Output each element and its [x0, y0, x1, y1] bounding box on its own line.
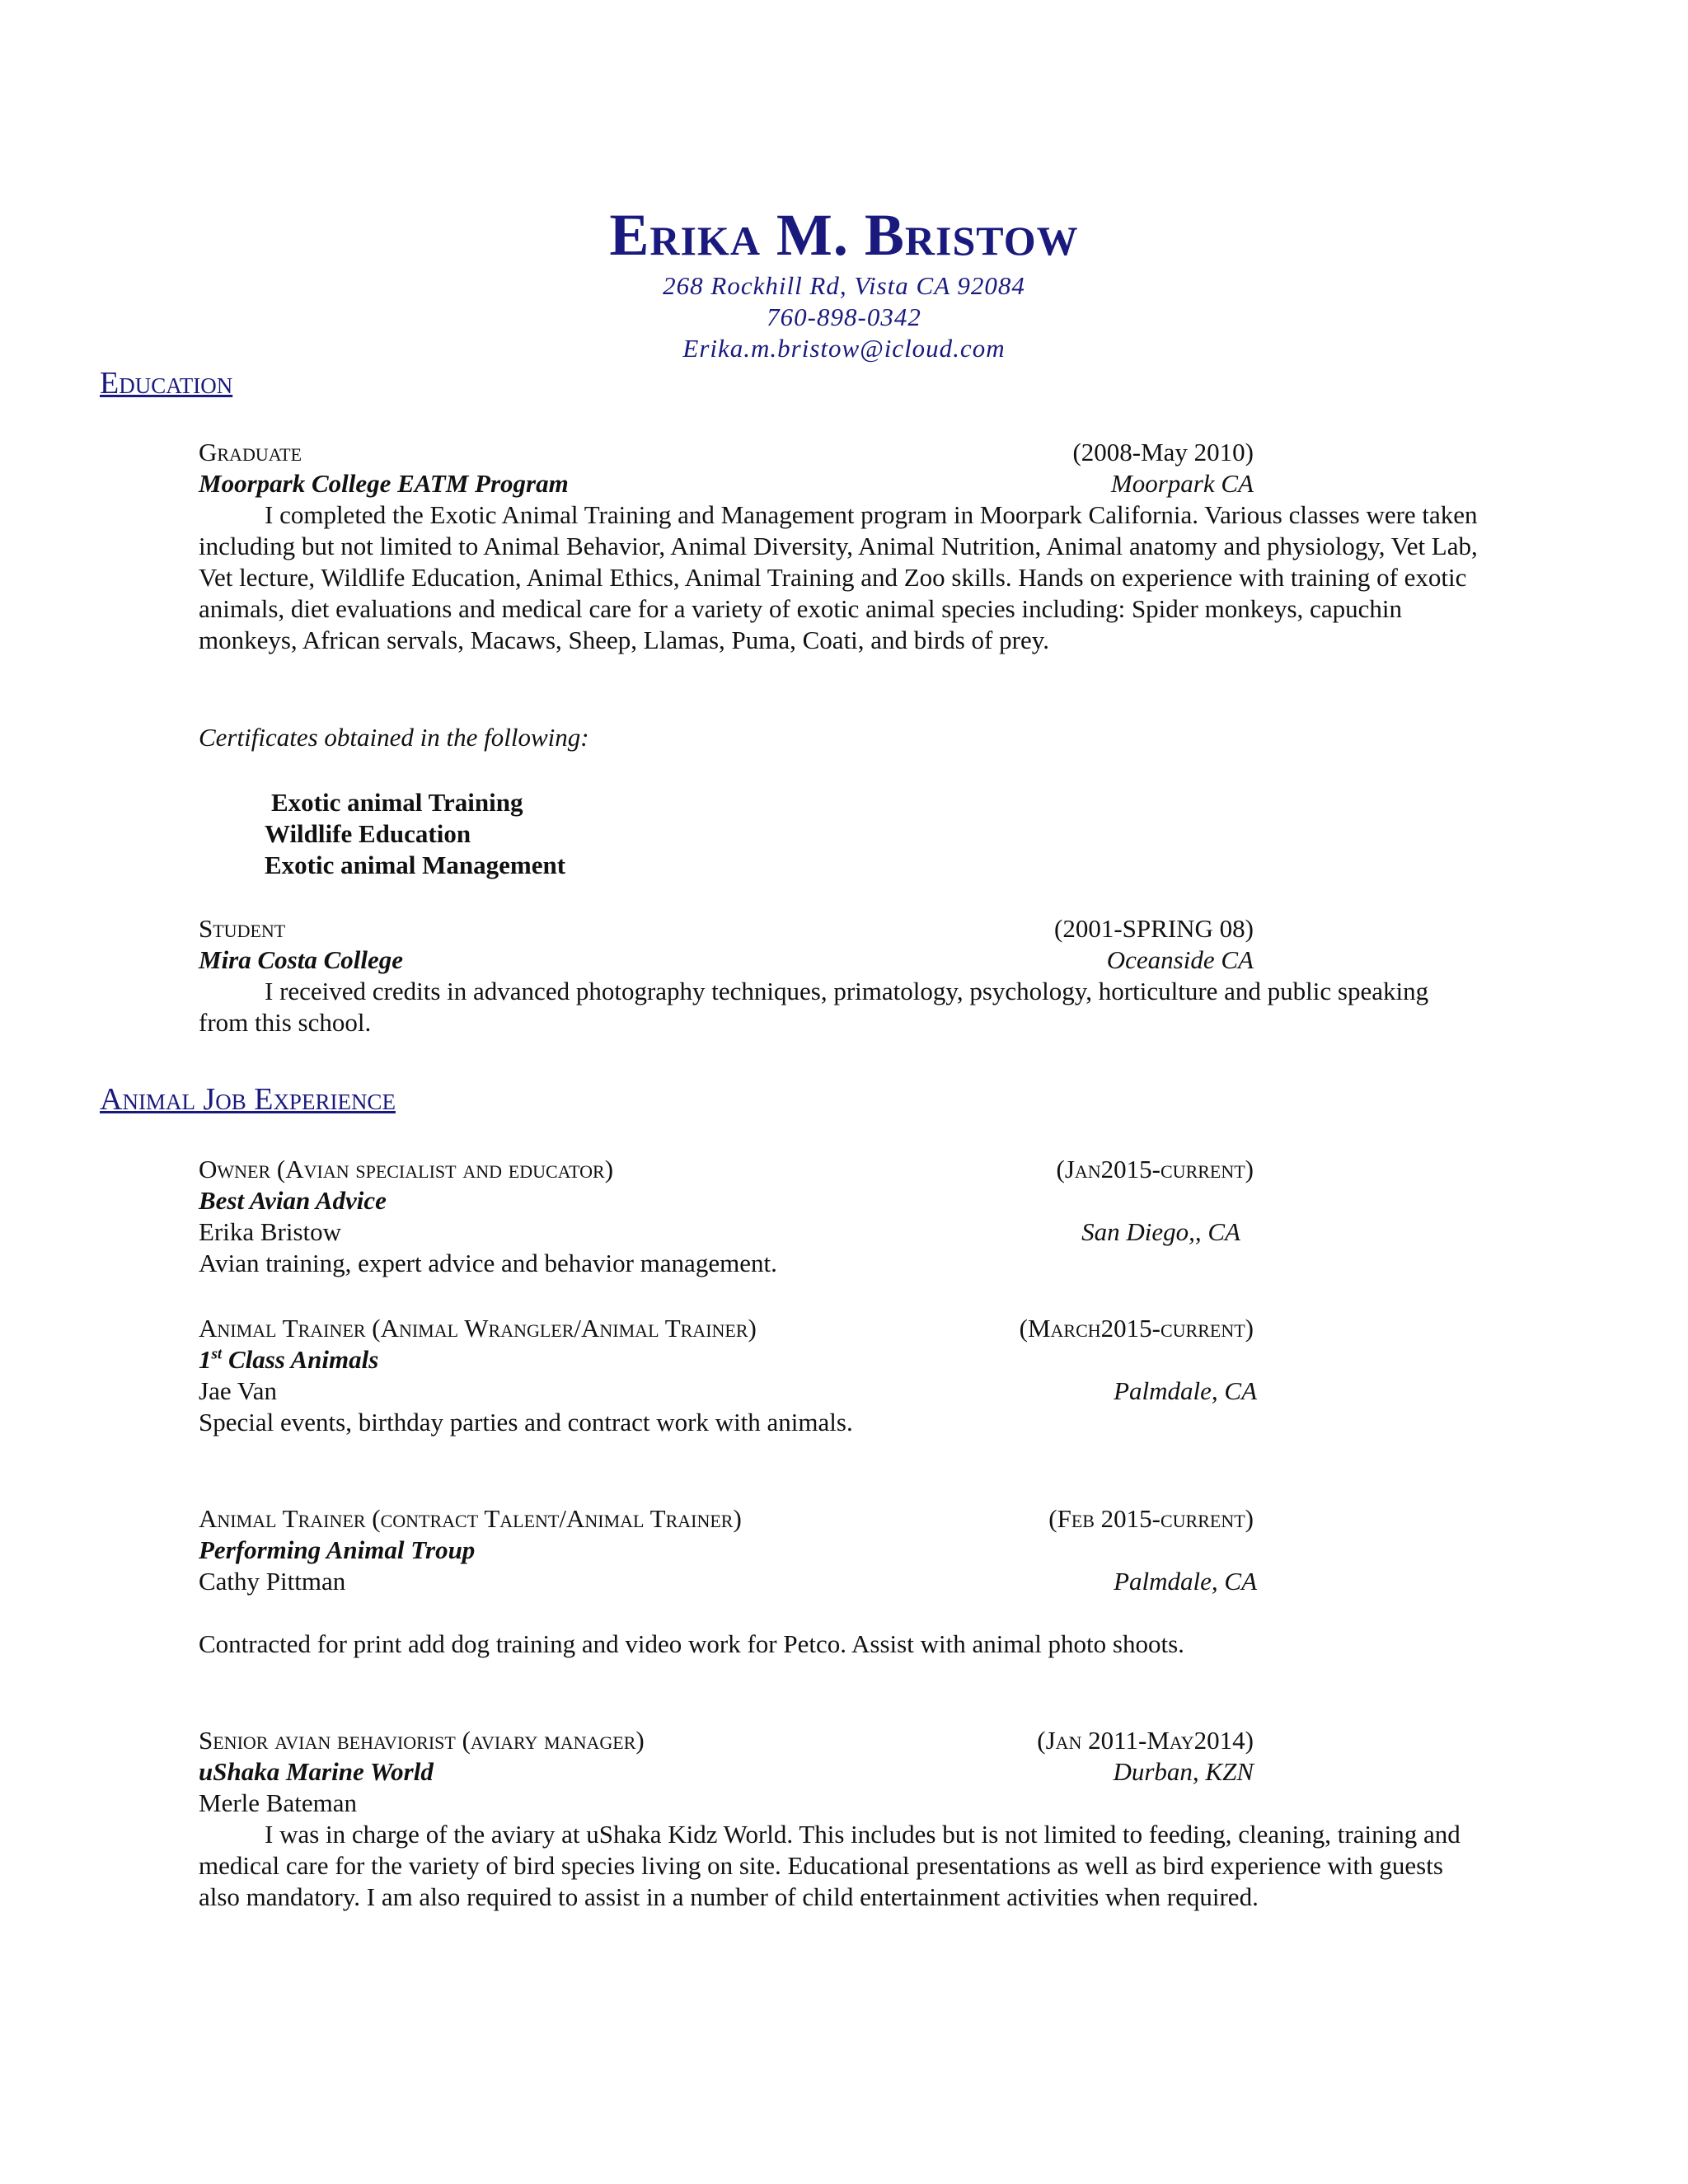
- job-entry: [199, 1503, 1257, 1660]
- certificate-item: Wildlife Education: [265, 819, 471, 848]
- employer-ordinal: st: [211, 1345, 223, 1363]
- job-description: Special events, birthday parties and contract work with animals.: [199, 1408, 853, 1436]
- certificate-item: Exotic animal Training: [271, 788, 523, 817]
- institution-name: Moorpark College EATM Program: [199, 469, 569, 498]
- role-title: Student: [199, 914, 286, 943]
- certificates-list: [265, 787, 565, 881]
- section-experience-title: Animal Job Experience: [100, 1082, 396, 1117]
- institution-name: Mira Costa College: [199, 945, 404, 974]
- location: Oceanside CA: [1106, 945, 1254, 974]
- location: Palmdale, CA: [1114, 1376, 1257, 1405]
- contact-name: Cathy Pittman: [199, 1567, 346, 1596]
- job-title: Senior avian behaviorist (aviary manager): [199, 1726, 645, 1755]
- employer-name: Performing Animal Troup: [199, 1535, 476, 1564]
- job-entry: [199, 1154, 1254, 1279]
- address: 268 Rockhill Rd, Vista CA 92084: [663, 271, 1025, 300]
- date-range: (March2015-current): [1019, 1314, 1254, 1343]
- contact-name: Erika Bristow: [199, 1217, 342, 1246]
- location: Palmdale, CA: [1114, 1567, 1257, 1596]
- employer-name: Best Avian Advice: [199, 1186, 387, 1215]
- date-range: (2008-May 2010): [1072, 438, 1254, 466]
- employer-name: [199, 1344, 1254, 1376]
- employer-number: 1: [199, 1345, 212, 1374]
- job-entry: [199, 1725, 1461, 1913]
- date-range: (Jan 2011-May2014): [1037, 1726, 1254, 1755]
- candidate-name: Erika M. Bristow: [609, 202, 1079, 268]
- contact-name: Jae Van: [199, 1376, 277, 1405]
- job-description: Contracted for print add dog training and video work for Petco. Assist with animal photo shoots.: [199, 1629, 1184, 1658]
- job-entry: [199, 1313, 1257, 1438]
- education-student: [199, 913, 1429, 1038]
- certificate-item: Exotic animal Management: [265, 851, 566, 879]
- location: Durban, KZN: [1113, 1757, 1254, 1786]
- certificates-intro: Certificates obtained in the following:: [199, 723, 589, 752]
- education-description: I completed the Exotic Animal Training and Management program in Moorpark California. Various classes were taken including but not limited to Animal Behavior, Animal Diversity, Animal Nutrition, Animal anatomy and physiology, Vet Lab, Vet lecture, Wildlife Education, Animal Ethics, Animal Training and Zoo skills. Hands on experience with training of exotic animals, diet evaluations and medical care for a variety of exotic animal species including: Spider monkeys, capuchin monkeys, African servals, Macaws, Sheep, Llamas, Puma, Coati, and birds of prey.: [199, 500, 1478, 654]
- contact-name: Merle Bateman: [199, 1788, 357, 1817]
- phone: 760-898-0342: [767, 302, 921, 331]
- job-description: I was in charge of the aviary at uShaka Kidz World. This includes but is not limited to feeding, cleaning, training and medical care for the variety of bird species living on site. Educational presentations as well as bird experience with guests also mandatory. I am also required to assist in a number of child entertainment activities when required.: [199, 1820, 1461, 1911]
- employer-name-rest: Class Animals: [222, 1345, 379, 1374]
- location: San Diego,, CA: [1081, 1217, 1240, 1246]
- date-range: (Jan2015-current): [1056, 1155, 1254, 1183]
- location: Moorpark CA: [1110, 469, 1254, 498]
- date-range: (Feb 2015-current): [1048, 1504, 1254, 1533]
- resume-header: [0, 199, 1688, 364]
- employer-name: uShaka Marine World: [199, 1757, 434, 1786]
- job-title: Animal Trainer (Animal Wrangler/Animal Trainer): [199, 1314, 757, 1343]
- job-title: Owner (Avian specialist and educator): [199, 1155, 614, 1183]
- role-title: Graduate: [199, 438, 302, 466]
- job-description: Avian training, expert advice and behavior management.: [199, 1249, 777, 1277]
- section-education-title: Education: [100, 366, 233, 401]
- education-description: I received credits in advanced photography techniques, primatology, psychology, horticulture and public speaking from this school.: [199, 977, 1429, 1037]
- job-title: Animal Trainer (contract Talent/Animal Trainer): [199, 1504, 742, 1533]
- email: Erika.m.bristow@icloud.com: [682, 334, 1006, 363]
- education-graduate: [199, 437, 1478, 656]
- date-range: (2001-SPRING 08): [1054, 914, 1254, 943]
